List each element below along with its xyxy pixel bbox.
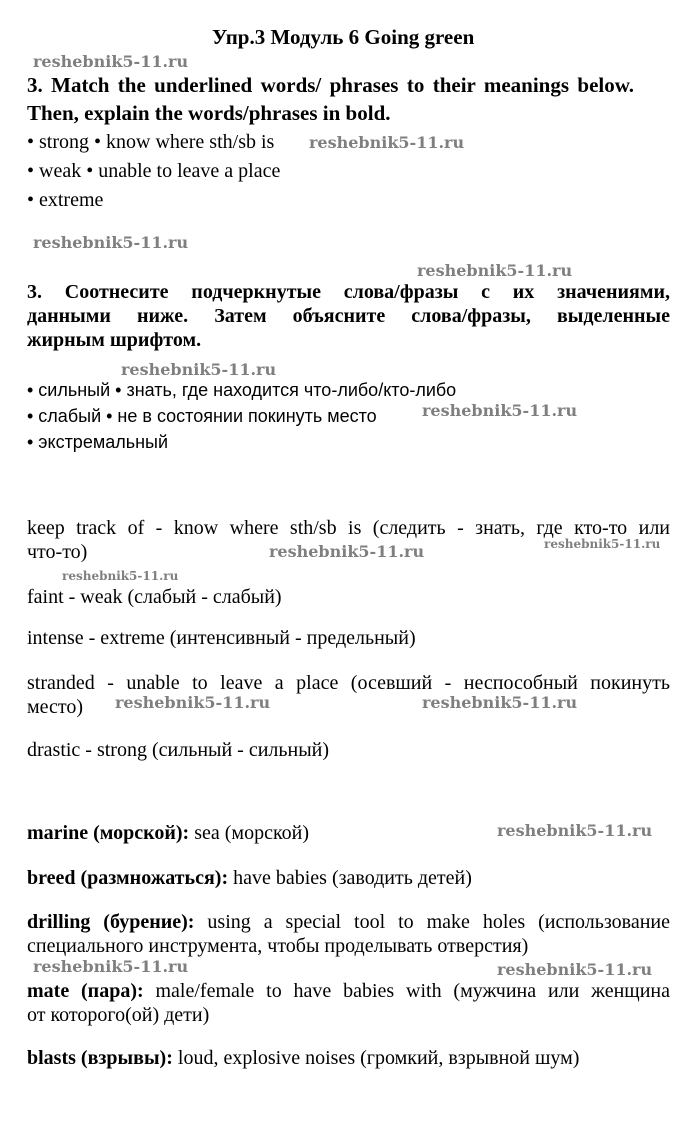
ru-option-2: • слабый • не в состоянии покинуть место	[27, 406, 377, 426]
watermark: reshebnik5-11.ru	[33, 52, 189, 71]
en-option-3: • extreme	[27, 189, 104, 211]
watermark: reshebnik5-11.ru	[269, 542, 425, 561]
definition: have babies (заводить детей)	[228, 867, 472, 889]
watermark: reshebnik5-11.ru	[497, 821, 653, 840]
ru-task-line1: 3. Соотнесите подчеркнутые слова/фразы с их значениями,	[27, 281, 670, 303]
ru-option-3: • экстремальный	[27, 432, 169, 452]
watermark: reshebnik5-11.ru	[309, 133, 465, 152]
term: blasts (взрывы):	[27, 1047, 173, 1069]
watermark: reshebnik5-11.ru	[115, 693, 271, 712]
def-breed	[27, 867, 472, 890]
def-mate-line2: от которого(ой) дети)	[27, 1004, 210, 1026]
def-blasts	[27, 1047, 579, 1070]
watermark: reshebnik5-11.ru	[417, 261, 573, 280]
en-option-1: • strong • know where sth/sb is	[27, 131, 275, 153]
watermark: reshebnik5-11.ru	[422, 401, 578, 420]
answer-stranded-line1: stranded - unable to leave a place (осевший - неспособный покинуть	[27, 672, 670, 694]
watermark: reshebnik5-11.ru	[33, 957, 189, 976]
en-task-line1: 3. Match the underlined words/ phrases to their meanings below.	[27, 73, 634, 97]
term: drilling (бурение):	[27, 911, 195, 933]
def-marine	[27, 822, 309, 845]
term: marine (морской):	[27, 822, 190, 844]
definition: male/female to have babies with (мужчина или женщина	[143, 980, 670, 1002]
def-drilling-line2: специального инструмента, чтобы проделывать отверстия)	[27, 935, 529, 957]
term: breed (размножаться):	[27, 867, 229, 889]
ru-task-line2: данными ниже. Затем объясните слова/фразы, выделенные	[27, 305, 670, 327]
answer-keep-track-line1: keep track of - know where sth/sb is (следить - знать, где кто-то или	[27, 517, 670, 539]
def-mate-line1	[27, 980, 670, 1003]
answer-intense: intense - extreme (интенсивный - предельный)	[27, 627, 416, 649]
term: mate (пара):	[27, 980, 144, 1002]
watermark: reshebnik5-11.ru	[422, 693, 578, 712]
watermark: reshebnik5-11.ru	[121, 360, 277, 379]
answer-drastic: drastic - strong (сильный - сильный)	[27, 739, 330, 761]
page-title: Упр.3 Модуль 6 Going green	[212, 25, 475, 49]
answer-keep-track-line2: что-то)	[27, 541, 88, 563]
definition: loud, explosive noises (громкий, взрывной шум)	[172, 1047, 580, 1069]
ru-task-line3: жирным шрифтом.	[27, 329, 202, 351]
ru-option-1: • сильный • знать, где находится что-либо/кто-либо	[27, 380, 457, 400]
en-option-2: • weak • unable to leave a place	[27, 160, 281, 182]
watermark: reshebnik5-11.ru	[33, 233, 189, 252]
definition: sea (морской)	[189, 822, 310, 844]
definition: using a special tool to make holes (использование	[194, 911, 670, 933]
watermark: reshebnik5-11.ru	[544, 537, 661, 551]
watermark: reshebnik5-11.ru	[497, 960, 653, 979]
en-task-line2: Then, explain the words/phrases in bold.	[27, 101, 391, 125]
answer-stranded-line2: место)	[27, 696, 84, 718]
answer-faint: faint - weak (слабый - слабый)	[27, 586, 282, 608]
def-drilling-line1	[27, 911, 670, 934]
watermark: reshebnik5-11.ru	[62, 569, 179, 583]
